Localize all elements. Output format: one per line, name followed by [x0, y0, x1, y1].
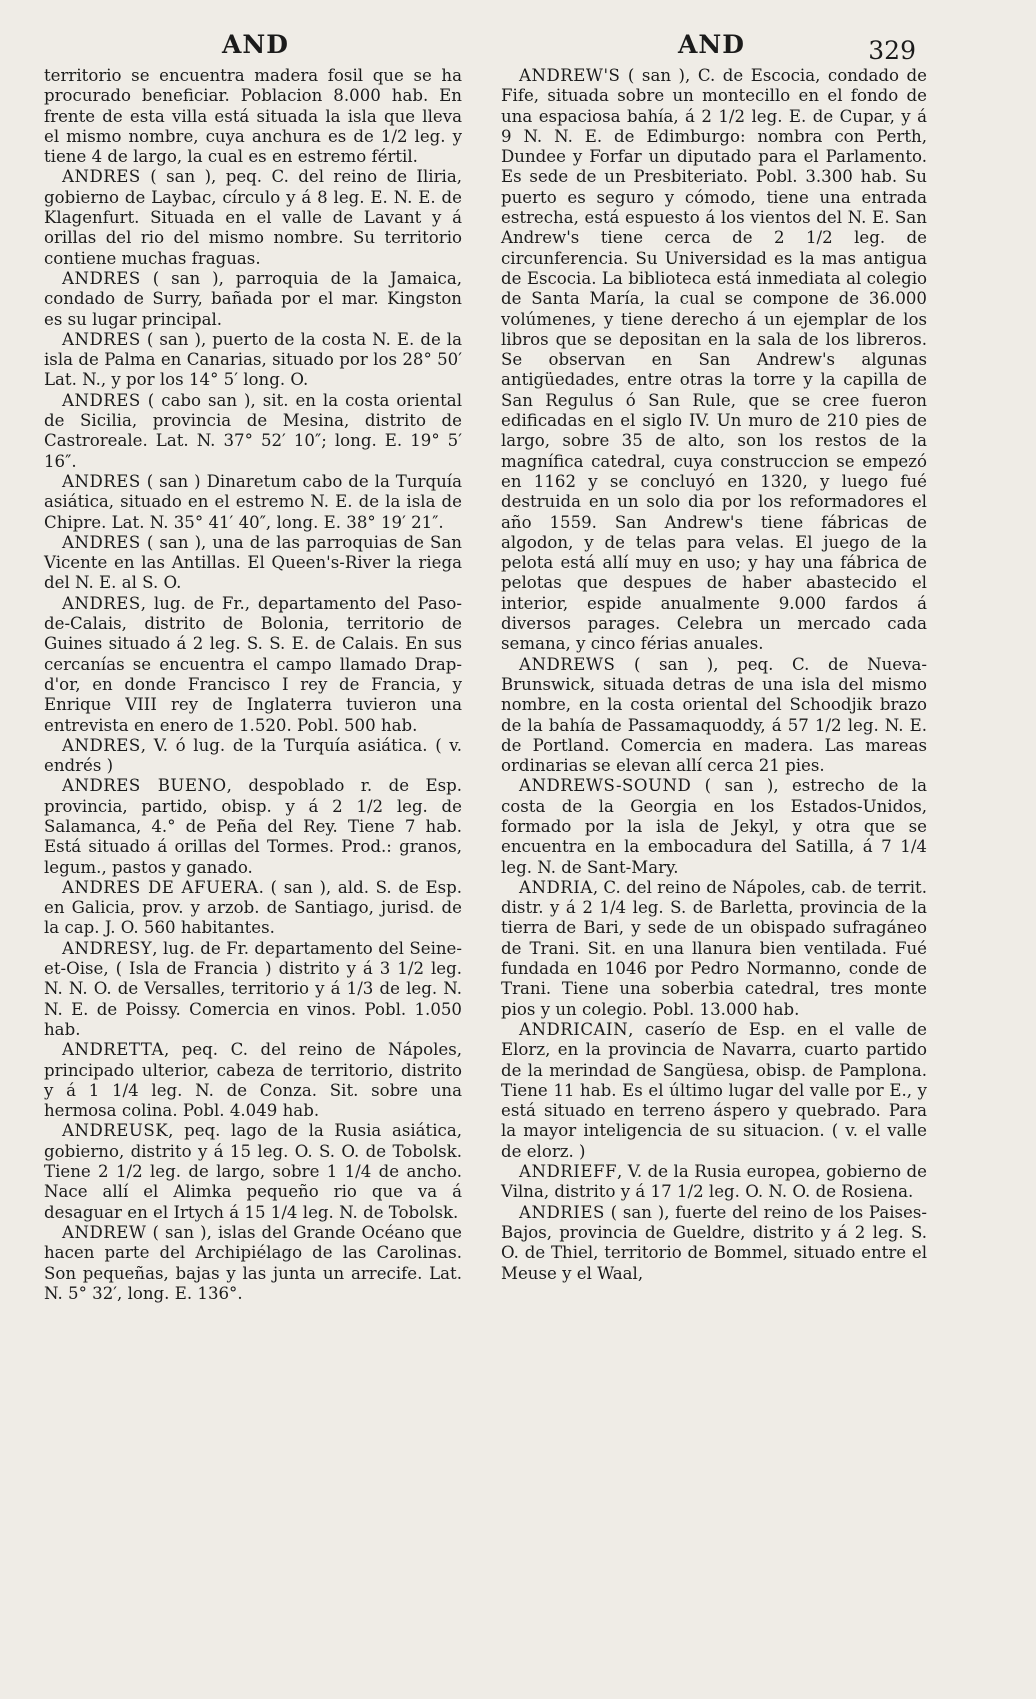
- entry-headword: ANDRIES: [519, 1202, 605, 1222]
- entry-headword: ANDRES DE AFUERA: [62, 877, 259, 897]
- entry-headword: ANDRES: [62, 593, 141, 613]
- dictionary-entry: [44, 1121, 462, 1222]
- entry-text: , despoblado r. de Esp. provincia, partido, obisp. y á 2 1/2 leg. de Salamanca, 4.° de Peña del Rey. Tiene 7 hab. Está situado á orillas del Tormes. Prod.: granos, legum., pastos y ganado.: [44, 776, 462, 877]
- entry-headword: ANDRES: [62, 167, 141, 187]
- dictionary-entry: [44, 269, 462, 330]
- entry-headword: ANDREWS: [519, 654, 616, 674]
- entry-headword: ANDREW'S: [519, 66, 621, 85]
- entry-text: , C. del reino de Nápoles, cab. de territ. distr. y á 2 1/4 leg. S. de Barletta, provincia de la tierra de Bari, y sede de un obispado sufragáneo de Trani. Sit. en una llanura bien ventilada. Fué fundada en 1046 por Pedro Normanno, conde de Trani. Tiene una soberbia catedral, tres monte pios y un colegio. Pobl. 13.000 hab.: [501, 877, 927, 1019]
- dictionary-entry: [44, 1223, 462, 1304]
- dictionary-entry: [44, 776, 462, 877]
- entry-headword: ANDREW: [62, 1222, 147, 1242]
- dictionary-entry: [44, 736, 462, 777]
- entry-text: ( san ), una de las parroquias de San Vicente en las Antillas. El Queen's-River la riega del N. E. al S. O.: [44, 532, 462, 593]
- dictionary-entry: [44, 594, 462, 736]
- entry-headword: ANDRES: [62, 532, 141, 552]
- entry-text: , lug. de Fr., departamento del Paso-de-Calais, distrito de Bolonia, territorio de Guines situado á 2 leg. S. S. E. de Calais. En sus cercanías se encuentra el campo llamado Drap-d'or, en donde Francisco I rey de Francia, y Enrique VIII rey de Inglaterra tuvieron una entrevista en enero de 1.520. Pobl. 500 hab.: [44, 593, 462, 735]
- entry-headword: ANDRES: [62, 390, 141, 410]
- entry-headword: ANDRES: [62, 735, 141, 755]
- dictionary-entry: [501, 1162, 927, 1203]
- dictionary-entry: [501, 66, 927, 655]
- entry-headword: ANDREWS-SOUND: [519, 776, 692, 796]
- entry-text: , peq. C. del reino de Nápoles, principado ulterior, cabeza de territorio, distrito y á 1 1/4 leg. N. de Conza. Sit. sobre una hermosa colina. Pobl. 4.049 hab.: [44, 1040, 462, 1121]
- entry-headword: ANDRES: [62, 268, 141, 288]
- entry-text: , peq. lago de la Rusia asiática, gobierno, distrito y á 15 leg. O. S. O. de Tobolsk. Tiene 2 1/2 leg. de largo, sobre 1 1/4 de ancho. Nace allí el Alimka pequeño rio que va á desaguar en el Irtych á 15 1/4 leg. N. de Tobolsk.: [44, 1121, 462, 1222]
- dictionary-entry: [501, 1203, 927, 1284]
- dictionary-entry: [501, 655, 927, 777]
- dictionary-entry: [501, 1020, 927, 1162]
- dictionary-entry: [44, 472, 462, 533]
- entry-text: , V. de la Rusia europea, gobierno de Vilna, distrito y á 17 1/2 leg. O. N. O. de Rosiena.: [501, 1162, 927, 1202]
- dictionary-entry: [44, 66, 462, 167]
- entry-text: ( san ), parroquia de la Jamaica, condado de Surry, bañada por el mar. Kingston es su lugar principal.: [44, 268, 462, 329]
- entry-headword: ANDRES: [62, 471, 141, 491]
- dictionary-entry: [44, 391, 462, 472]
- entry-headword: ANDRESY: [62, 938, 153, 958]
- entry-text: ( san ), estrecho de la costa de la Georgia en los Estados-Unidos, formado por la isla de Jekyl, y otra que se encuentra en la embocadura del Satilla, á 7 1/4 leg. N. de Sant-Mary.: [501, 776, 927, 877]
- entry-text: ( san ), islas del Grande Océano que hacen parte del Archipiélago de las Carolinas. Son pequeñas, bajas y las junta un arrecife. Lat. N. 5° 32′, long. E. 136°.: [44, 1222, 462, 1303]
- entry-headword: ANDRIEFF: [519, 1162, 617, 1182]
- entry-headword: ANDRIA: [519, 877, 593, 897]
- entry-text: ( san ), peq. C. de Nueva-Brunswick, situada detras de una isla del mismo nombre, en la costa oriental del Schoodjik brazo de la bahía de Passamaquoddy, á 57 1/2 leg. N. E. de Portland. Comercia en madera. Las mareas ordinarias se elevan allí cerca 21 pies.: [501, 654, 927, 776]
- entry-text: ( san ), C. de Escocia, condado de Fife, situada sobre un montecillo en el fondo de una espaciosa bahía, á 2 1/2 leg. E. de Cupar, y á 9 N. N. E. de Edimburgo: nombra con Perth, Dundee y Forfar un diputado para el Parlamento. Es sede de un Presbiteriato. Pobl. 3.300 hab. Su puerto es seguro y cómodo, tiene una entrada estrecha, está espuesto á los vientos del N. E. San Andrew's tiene cerca de 2 1/2 leg. de circunferencia. Su Universidad es la mas antigua de Escocia. La biblioteca está inmediata al colegio de Santa María, la cual se compone de 36.000 volúmenes, y tiene derecho á un ejemplar de los libros que se depositan en la sala de los libreros. Se observan en San Andrew's algunas antigüedades, entre otras la torre y la capilla de San Regulus ó San Rule, que se cree fueron edificadas en el siglo IV. Un muro de 210 pies de largo, sobre 35 de alto, son los restos de la magnífica catedral, cuya construccion se empezó en 1162 y se concluyó en 1320, y luego fué destruida en un solo dia por los reformadores el año 1559. San Andrew's tiene fábricas de algodon, y de telas para velas. El juego de la pelota está allí muy en uso; y hay una fábrica de pelotas que despues de haber abastecido el interior, espide anualmente 9.000 fardos á diversos parages. Celebra un mercado cada semana, y cinco férias anuales.: [501, 66, 927, 654]
- entry-headword: ANDRETTA: [62, 1040, 164, 1060]
- entry-text: , lug. de Fr. departamento del Seine-et-Oise, ( Isla de Francia ) distrito y á 3 1/2 leg. N. N. O. de Versalles, territorio y á 1/3 de leg. N. N. E. de Poissy. Comercia en vinos. Pobl. 1.050 hab.: [44, 938, 462, 1039]
- dictionary-entry: [501, 878, 927, 1020]
- entry-text: ( san ) Dinaretum cabo de la Turquía asiática, situado en el estremo N. E. de la isla de Chipre. Lat. N. 35° 41′ 40″, long. E. 38° 19′ 21″.: [44, 471, 462, 532]
- entry-headword: ANDRES BUENO: [62, 776, 227, 796]
- entry-headword: ANDRICAIN: [519, 1019, 629, 1039]
- dictionary-entry: [44, 533, 462, 594]
- running-head-right: AND: [678, 30, 745, 59]
- dictionary-entry: [44, 167, 462, 268]
- entry-text: , V. ó lug. de la Turquía asiática. ( v. endrés ): [44, 735, 462, 776]
- running-head-left: AND: [222, 30, 289, 59]
- entry-headword: ANDRES: [62, 329, 141, 349]
- dictionary-entry: [501, 776, 927, 877]
- dictionary-entry: [44, 939, 462, 1040]
- entry-text: , caserío de Esp. en el valle de Elorz, en la provincia de Navarra, cuarto partido de la merindad de Sangüesa, obisp. de Pamplona. Tiene 11 hab. Es el último lugar del valle por E., y está situado en terreno áspero y quebrado. Para la mayor inteligencia de su situacion. ( v. el valle de elorz. ): [501, 1019, 927, 1161]
- dictionary-entry: [44, 878, 462, 939]
- right-column: [501, 66, 927, 1284]
- page-number: 329: [868, 36, 916, 65]
- entry-text: . ( san ), ald. S. de Esp. en Galicia, prov. y arzob. de Santiago, jurisd. de la cap. J. O. 560 habitantes.: [44, 877, 462, 938]
- entry-text: ( san ), peq. C. del reino de Iliria, gobierno de Laybac, círculo y á 8 leg. E. N. E. de Klagenfurt. Situada en el valle de Lavant y á orillas del rio del mismo nombre. Su territorio contiene muchas fraguas.: [44, 167, 462, 268]
- entry-text: ( cabo san ), sit. en la costa oriental de Sicilia, provincia de Mesina, distrito de Castroreale. Lat. N. 37° 52′ 10″; long. E. 19° 5′ 16″.: [44, 390, 462, 471]
- entry-text: territorio se encuentra madera fosil que se ha procurado beneficiar. Poblacion 8.000 hab. En frente de esta villa está situada la isla que lleva el mismo nombre, cuya anchura es de 1/2 leg. y tiene 4 de largo, la cual es en estremo fértil.: [44, 66, 462, 167]
- entry-text: ( san ), fuerte del reino de los Paises-Bajos, provincia de Gueldre, distrito y á 2 leg. S. O. de Thiel, territorio de Bommel, situado entre el Meuse y el Waal,: [501, 1202, 927, 1283]
- left-column: [44, 66, 462, 1304]
- dictionary-entry: [44, 330, 462, 391]
- entry-headword: ANDREUSK: [62, 1121, 169, 1141]
- entry-text: ( san ), puerto de la costa N. E. de la isla de Palma en Canarias, situado por los 28° 50′ Lat. N., y por los 14° 5′ long. O.: [44, 329, 462, 390]
- dictionary-entry: [44, 1040, 462, 1121]
